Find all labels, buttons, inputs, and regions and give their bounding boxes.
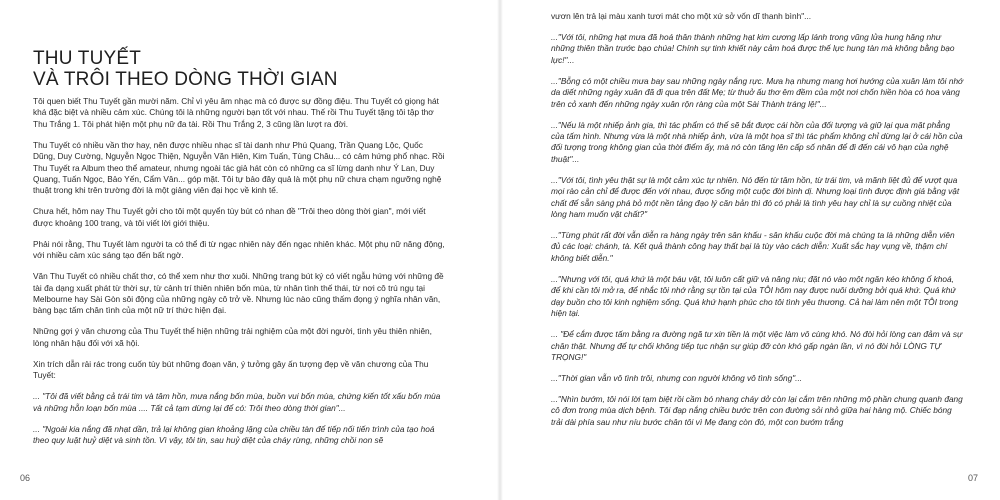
- body-paragraph: Chưa hết, hôm nay Thu Tuyết gởi cho tôi một quyển tùy bút có nhan đề "Trôi theo dòng thời gian", mới viết được khoảng 100 trang, và tôi viết lời giới thiệu.: [33, 206, 426, 228]
- quote-paragraph: ..."Thời gian vẫn vô tình trôi, nhưng con người không vô tình sống"...: [551, 372, 803, 383]
- left-page: [0, 0, 498, 500]
- body-paragraph: Thu Tuyết có nhiều vần thơ hay, nên được nhiều nhạc sĩ tài danh như Phú Quang, Trần Quang Lộc, Quốc Dũng, Duy Cường, Nguyễn Ngọc Thiện, Nguyễn Văn Hiên, Kim Tuấn, Tùng Châu... có cảm hứng phổ nhạc. Rồi Thu Tuyết ra Album theo thể amateur, nhưng ngoài tác giả hát còn có những ca sĩ lừng danh như Ý Lan, Duy Quang, Tuấn Ngọc, Bảo Yến, Cẩm Vân... góp mặt. Tôi tự bảo đây quả là một phụ nữ chưa chạm ngưỡng nghệ thuật trong khi trên trường đời là một giảng viên đại học về kinh tế.: [33, 139, 445, 196]
- right-page: [502, 0, 1000, 500]
- quote-paragraph: ..."Với tôi, tình yêu thật sự là một cảm xúc tự nhiên. Nó đến từ tâm hồn, từ trái tim, và mãnh liệt đủ để vượt qua mọi rào cản chỉ để được đến với nhau, được sống một cuộc đời bình dị. Nhưng loại tình được định giá bằng vật chất để sẵn sàng phá bỏ một nền tảng đạo lý căn bản thì đó có phải là tình yêu hay chỉ là sự cuồng nhiệt của lòng ham muốn vật chất?": [551, 174, 960, 220]
- quote-paragraph: ..."Với tôi, những hạt mưa đã hoá thân thành những hạt kim cương lấp lánh trong vũng lửa hung hăng như những thiên thần trước bạo chúa! Chính sự tinh khiết này cảm hoá được thế lực hung tàn mà không bằng bạo lực!"...: [551, 32, 955, 65]
- page-number-left: 06: [20, 473, 31, 483]
- left-body-text: [33, 96, 445, 456]
- quote-paragraph: ..."Từng phút rất đời vẫn diễn ra hàng ngày trên sân khấu - sân khấu cuộc đời mà chúng ta là những diễn viên đủ các loại: chánh, tà. Kết quả thành công hay thất bại là tùy vào cách diễn: Xuất sắc hay vụng về, thậm chí không biết diễn.": [551, 230, 955, 263]
- body-paragraph: Phải nói rằng, Thu Tuyết làm người ta có thể đi từ ngạc nhiên này đến ngạc nhiên khác. Một phụ nữ năng động, với nhiều cảm xúc sáng tạo đến bất ngờ.: [33, 238, 445, 261]
- quote-paragraph: ..."Nhưng với tôi, quá khứ là một báu vật, tôi luôn cất giữ và nâng niu; đặt nó vào một ngăn kéo không ổ khoá, để khi cần tôi mở ra, để nhắc tôi nhớ rằng sự tồn tại của TÔI hôm nay được nuôi dưỡng bởi quá khứ. Quá khứ dạy buồn cho tôi kinh nghiệm sống. Quá khứ hạnh phúc cho tôi tình yêu thương. Cả hai làm nên một TÔI trong hiện tại.: [551, 273, 959, 319]
- body-paragraph: Xin trích dẫn rải rác trong cuốn tùy bút những đoạn văn, ý tưởng gây ấn tượng đẹp về văn chương của Thu Tuyết:: [33, 358, 429, 381]
- body-paragraph: Những gợi ý văn chương của Thu Tuyết thể hiện những trải nghiệm của một đời người, tình yêu thiên nhiên, lòng nhân hậu đối với xã hội.: [33, 326, 432, 348]
- body-paragraph: Văn Thu Tuyết có nhiều chất thơ, có thể xem như thơ xuôi. Những trang bút ký có viết ngẫu hứng với những đề tài đa dạng xuất phát từ thời sự, từ cảnh trí thiên nhiên bốn mùa, từ nhân tình thế thái, từ nơi cô trú ngụ tại Melbourne hay Sài Gòn sôi động của những ngày cô trở về. Nhưng lúc nào cũng thấm đọng ý nghĩa nhân văn, bàng bạc tấm chân tình của một nữ trí thức hiện đại.: [33, 271, 444, 316]
- continued-line: vươn lên trả lại màu xanh tươi mát cho một xứ sở vốn dĩ thanh bình"...: [551, 11, 812, 21]
- chapter-title: [33, 48, 338, 90]
- page-number-right: 07: [968, 473, 979, 483]
- quote-paragraph: ... "Để cắm được tấm bằng ra đường ngã tư xin tiền là một việc làm vô cùng khó. Nó đòi hỏi lòng can đảm và sự chân thật. Nhưng để tự chối không tiếp tục nhận sự giúp đỡ còn khó gấp ngàn lần, vì nó đòi hỏi LÒNG TỰ TRỌNG!": [551, 329, 963, 362]
- quote-paragraph: ... "Tôi đã viết bằng cả trái tim và tâm hồn, mưa nắng bốn mùa, buồn vui bốn mùa, chứng kiến tốt xấu bốn mùa và những hỗn loạn bốn mùa .... Tất cả tạm dừng lại để có: Trôi theo dòng thời gian"...: [33, 391, 441, 413]
- chapter-title-line-2: VÀ TRÔI THEO DÒNG THỜI GIAN: [33, 69, 338, 90]
- chapter-title-line-1: THU TUYẾT: [33, 48, 142, 69]
- quote-paragraph: ... "Ngoài kia nắng đã nhạt dần, trả lại không gian khoảng lặng của chiều tàn để tiếp nối tiến trình của tạo hoá theo quy luật huỷ diệt và sinh tồn. Vì vậy, tôi tin, sau huỷ diệt của cháy rừng, những chồi non sẽ: [33, 423, 435, 446]
- quote-paragraph: ..."Bỗng có một chiều mưa bay sau những ngày nắng rực. Mưa hạ nhưng mang hơi hướng của xuân làm tôi nhớ da diết những ngày xuân đã đi qua trên đất Mẹ; từ thuở ấu thơ êm đềm của một nơi chốn hiền hòa có hoa vàng trên cỏ xanh đến những ngày xuân rộn ràng của một Sài Thành tráng lệ!"...: [551, 75, 964, 109]
- quote-paragraph: ..."Nếu là một nhiếp ảnh gia, thì tác phẩm có thể sẽ bắt được cái hồn của đối tượng và giữ lại qua mặt phẳng của tấm hình. Nhưng vừa là một nhà nhiếp ảnh, vừa là một họa sĩ thì tác phẩm không chỉ dừng lại ở cái hồn của đối tượng trong không gian của thời điểm ấy, mà nó còn tăng lên cấp số nhân để đi đến cái vô hạn của nghệ thuật"...: [551, 119, 963, 164]
- quote-paragraph: ..."Nhìn bướm, tôi nói lời tạm biệt rồi cầm bó nhang cháy dở còn lại cắm trên những mộ phần chung quanh đang cô đơn trong mùa dịch bệnh. Tôi đạp nắng chiều bước trên con đường sỏi nhỏ giữa hai hàng mộ. Chiếc bóng trải dài phía sau như níu bước chân tôi vì Mẹ đang còn đó, một con bướm trắng: [551, 393, 963, 427]
- right-body-text: [551, 11, 964, 438]
- body-paragraph: Tôi quen biết Thu Tuyết gần mười năm. Chỉ vì yêu âm nhạc mà có được sự đồng điệu. Thu Tuyết có giọng hát khá đặc biệt và nhiều cảm xúc. Chúng tôi là những người bạn tốt với nhau. Thế rồi Thu Tuyết tặng tôi tập thơ Thu Trắng 1. Tôi phát hiện một phụ nữ đa tài. Rồi Thu Trắng 2, 3 cũng lần lượt ra đời.: [33, 96, 439, 129]
